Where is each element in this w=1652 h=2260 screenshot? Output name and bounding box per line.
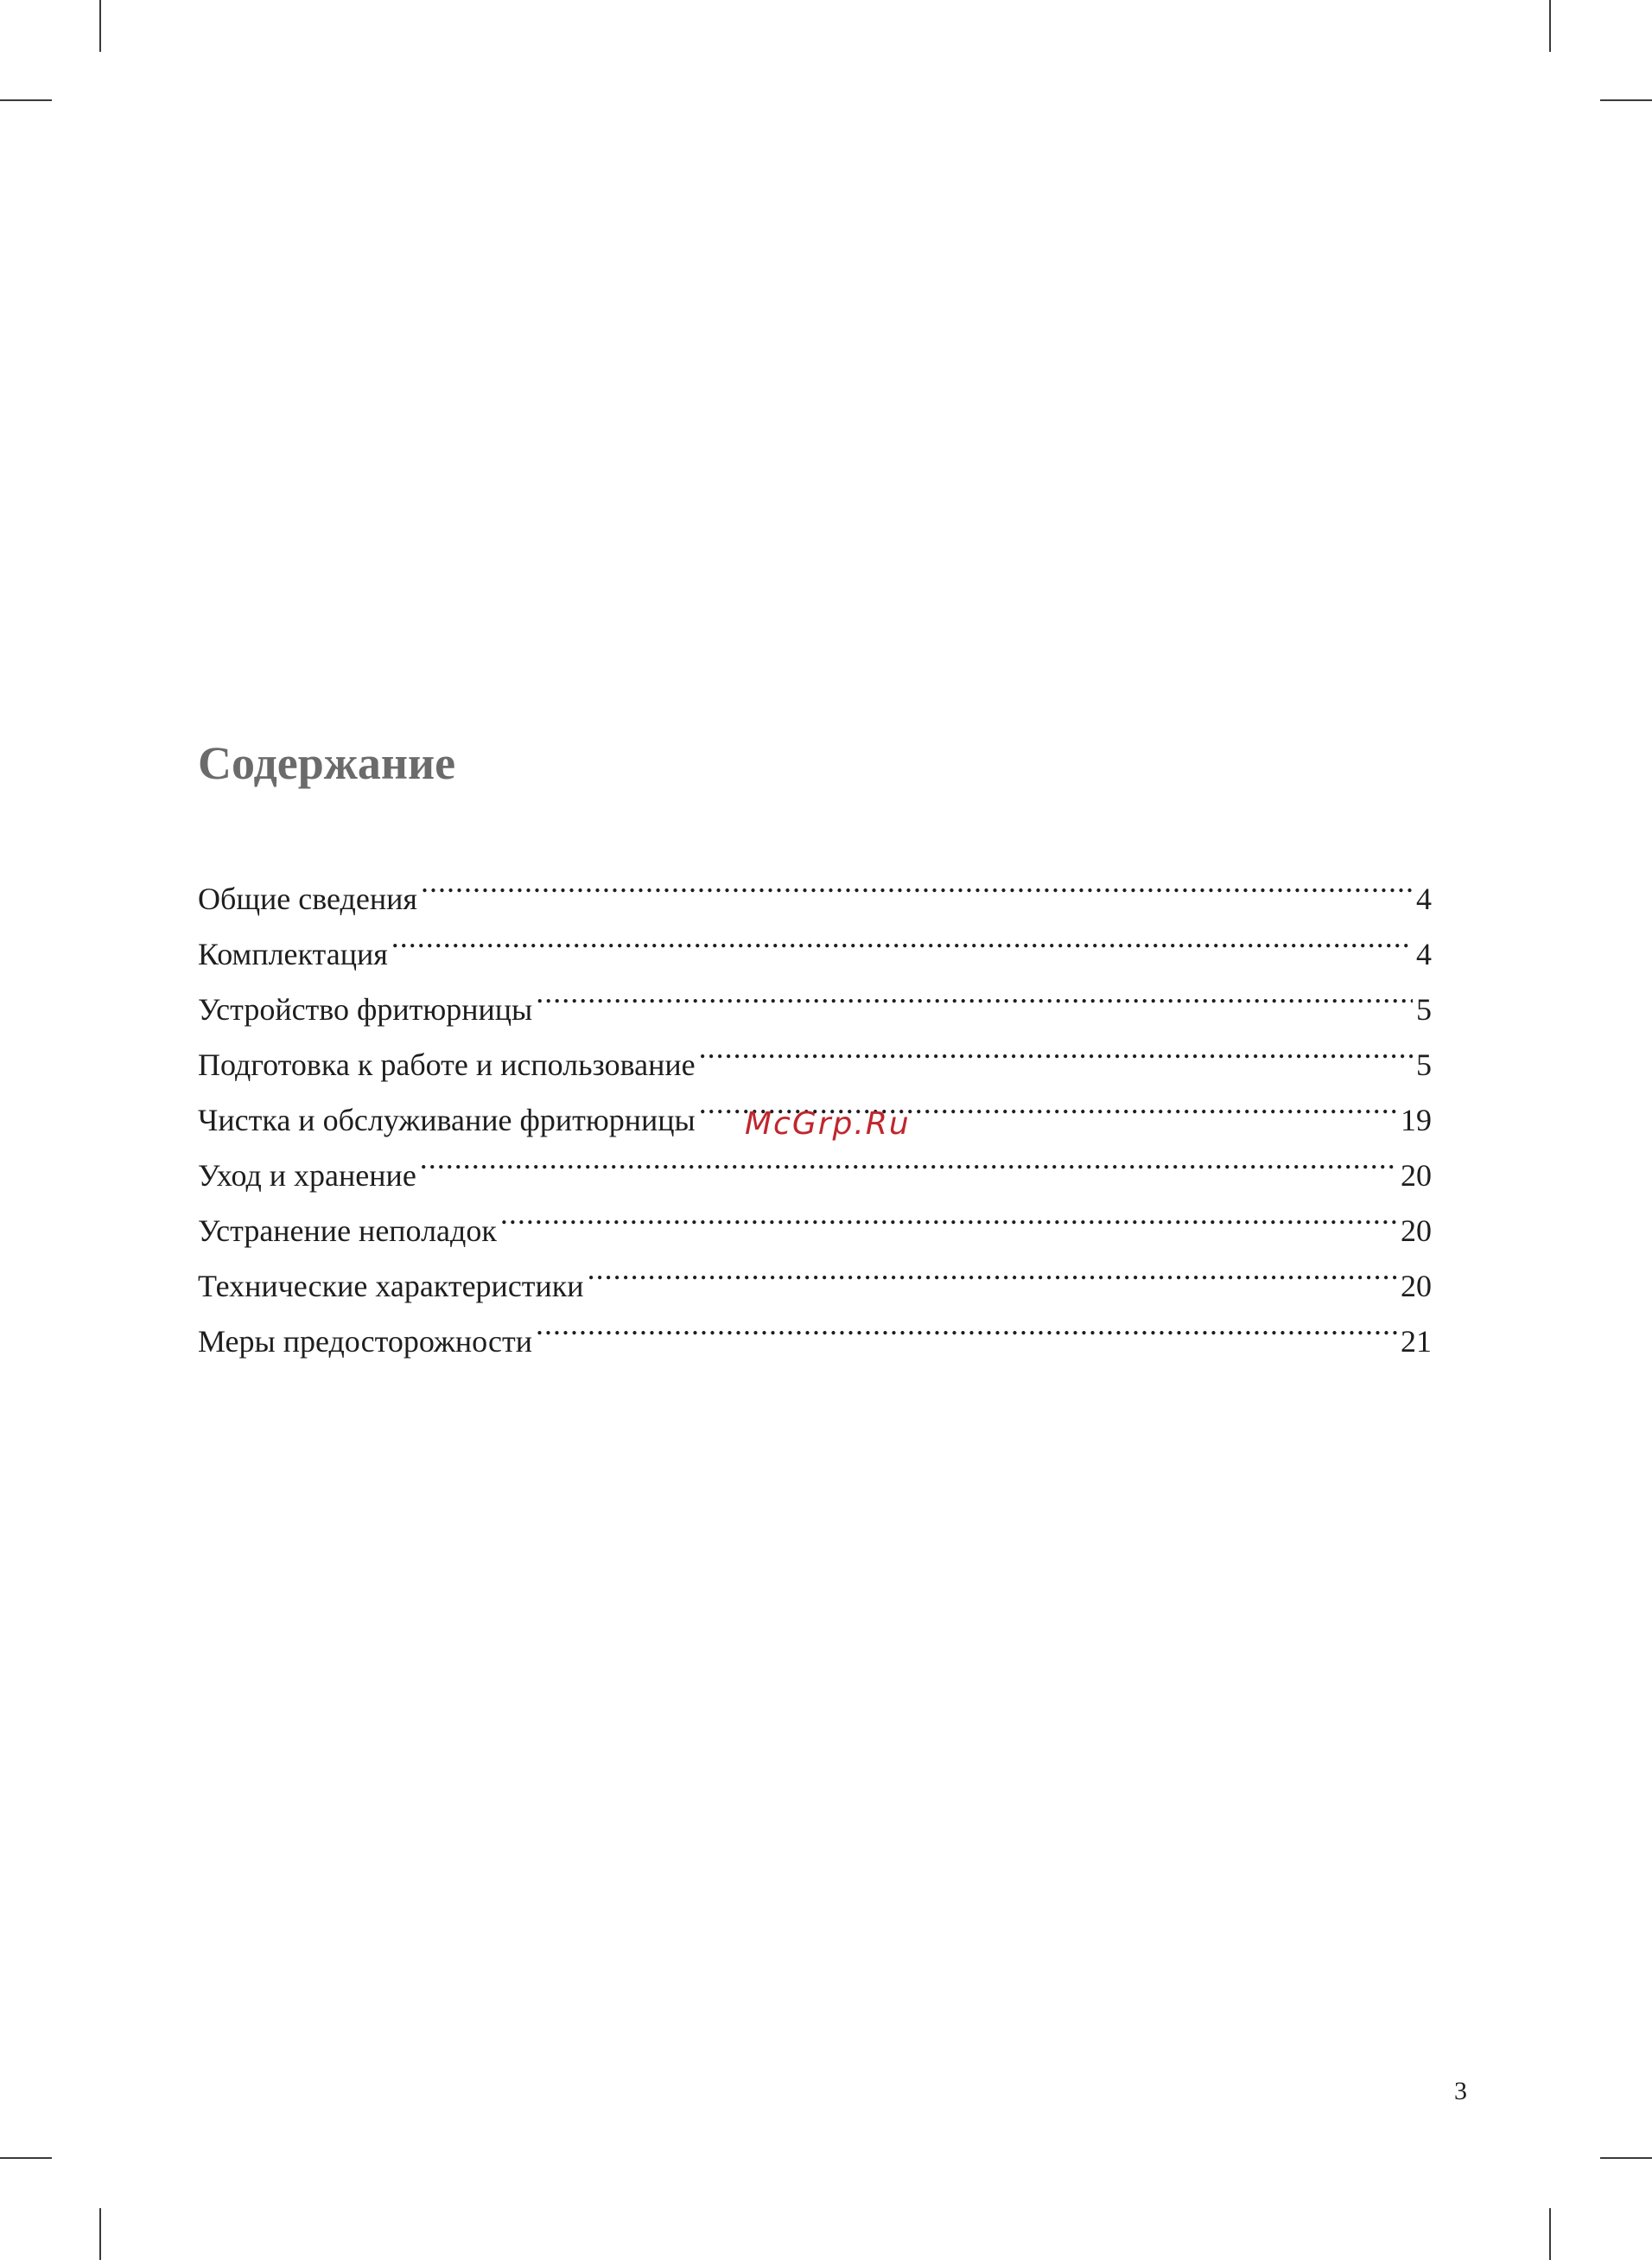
toc-dot-leader xyxy=(500,1186,1397,1241)
toc-dot-leader xyxy=(536,964,1413,1020)
toc-entry[interactable] xyxy=(198,854,1432,916)
crop-mark-bottom-right xyxy=(1549,2208,1551,2260)
crop-mark-right-top xyxy=(1600,99,1652,101)
crop-mark-top-right xyxy=(1549,0,1551,52)
toc-entry-label: Чистка и обслуживание фритюрницы xyxy=(198,1103,696,1137)
toc-title: Содержание xyxy=(198,737,456,789)
toc-entry-label: Устройство фритюрницы xyxy=(198,992,533,1027)
toc-dot-leader xyxy=(391,909,1413,964)
toc-entry-page: 20 xyxy=(1401,1213,1432,1248)
toc-dot-leader xyxy=(421,854,1413,909)
toc-entry-label: Технические характеристики xyxy=(198,1269,584,1303)
crop-mark-right-bottom xyxy=(1600,2157,1652,2159)
page-number: 3 xyxy=(1454,2077,1467,2105)
toc-entry-page: 5 xyxy=(1416,1047,1432,1082)
toc-entry-page: 20 xyxy=(1401,1269,1432,1303)
table-of-contents xyxy=(198,854,1432,1359)
crop-mark-left-bottom xyxy=(0,2157,52,2159)
toc-entry-label: Уход и хранение xyxy=(198,1158,416,1193)
toc-entry-page: 4 xyxy=(1416,937,1432,971)
toc-entry-label: Комплектация xyxy=(198,937,388,971)
toc-entry-label: Устранение неполадок xyxy=(198,1213,497,1248)
crop-mark-top-left xyxy=(99,0,101,52)
toc-entry-label: Меры предосторожности xyxy=(198,1324,533,1359)
crop-mark-left-top xyxy=(0,99,52,101)
toc-entry-label: Общие сведения xyxy=(198,882,417,916)
toc-dot-leader xyxy=(588,1241,1397,1296)
toc-entry-label: Подготовка к работе и использование xyxy=(198,1047,696,1082)
toc-dot-leader xyxy=(536,1296,1397,1352)
toc-entry-page: 19 xyxy=(1401,1103,1432,1137)
toc-entry-page: 5 xyxy=(1416,992,1432,1027)
toc-entry-page: 20 xyxy=(1401,1158,1432,1193)
toc-entry-page: 21 xyxy=(1401,1324,1432,1359)
watermark-text: McGrp.Ru xyxy=(745,1106,911,1142)
toc-dot-leader xyxy=(699,1020,1413,1075)
toc-entry-page: 4 xyxy=(1416,882,1432,916)
crop-mark-bottom-left xyxy=(99,2208,101,2260)
